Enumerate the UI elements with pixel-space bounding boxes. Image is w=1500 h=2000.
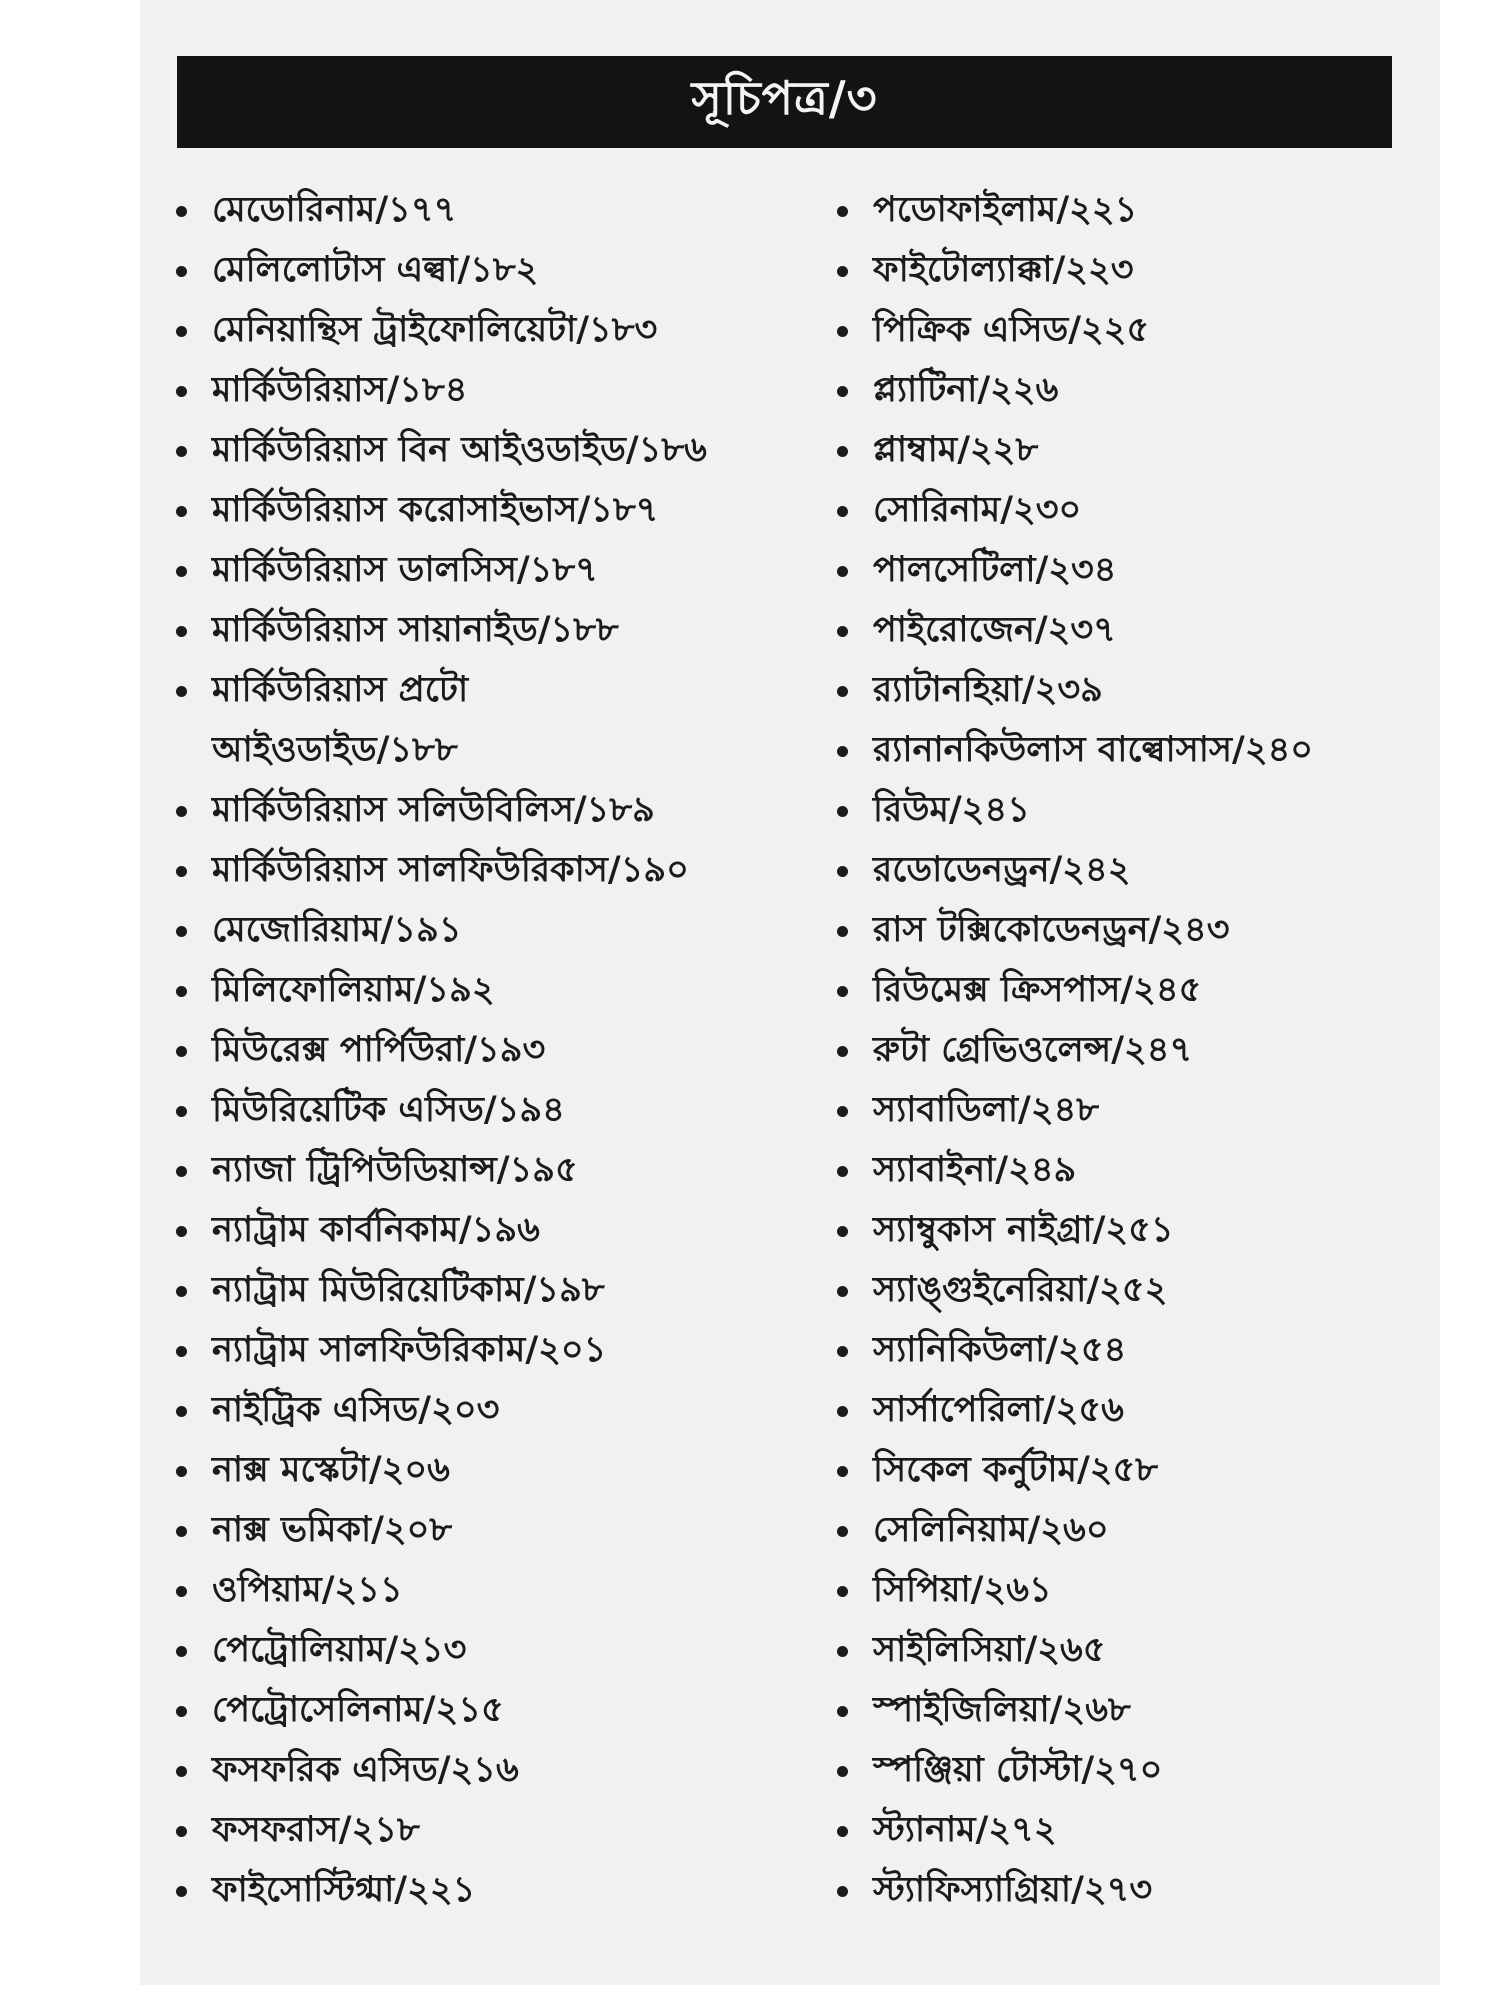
index-entry-text: ওপিয়াম/২১১ bbox=[212, 1570, 403, 1610]
index-entry-text: রিউমেক্স ক্রিসপাস/২৪৫ bbox=[873, 970, 1202, 1010]
bullet-icon bbox=[837, 686, 848, 697]
index-entry bbox=[833, 1320, 1433, 1380]
bullet-icon bbox=[837, 746, 848, 757]
bullet-icon bbox=[837, 1826, 848, 1837]
index-entry-text: ন্যাট্রাম সালফিউরিকাম/২০১ bbox=[212, 1330, 607, 1370]
index-entry-text: পালসেটিলা/২৩৪ bbox=[873, 550, 1117, 590]
index-entry-continuation: আইওডাইড/১৮৮ bbox=[212, 730, 458, 770]
index-entry-text: নাক্স ভমিকা/২০৮ bbox=[212, 1510, 453, 1550]
bullet-icon bbox=[837, 386, 848, 397]
bullet-icon bbox=[176, 1706, 187, 1717]
bullet-icon bbox=[176, 1586, 187, 1597]
index-entry-text: মার্কিউরিয়াস বিন আইওডাইড/১৮৬ bbox=[212, 430, 707, 470]
index-entry bbox=[172, 240, 812, 300]
index-entry bbox=[172, 1020, 812, 1080]
index-entry-text: পডোফাইলাম/২২১ bbox=[873, 190, 1138, 230]
index-entry bbox=[172, 1380, 812, 1440]
index-entry-text: রডোডেনড্রন/২৪২ bbox=[873, 850, 1131, 890]
index-entry bbox=[833, 360, 1433, 420]
index-entry-text: ফসফরাস/২১৮ bbox=[212, 1810, 420, 1850]
index-entry bbox=[833, 1500, 1433, 1560]
bullet-icon bbox=[837, 626, 848, 637]
index-entry-text: মিউরিয়েটিক এসিড/১৯৪ bbox=[212, 1090, 565, 1130]
index-entry-text: ফাইসোস্টিগ্মা/২২১ bbox=[212, 1870, 476, 1910]
index-entry-text: মেনিয়ান্থিস ট্রাইফোলিয়েটা/১৮৩ bbox=[212, 310, 658, 350]
index-entry-text: স্যাম্বুকাস নাইগ্রা/২৫১ bbox=[873, 1210, 1174, 1250]
index-entry bbox=[833, 600, 1433, 660]
index-entry-text: নাইট্রিক এসিড/২০৩ bbox=[212, 1390, 500, 1430]
index-entry bbox=[833, 900, 1433, 960]
bullet-icon bbox=[837, 1406, 848, 1417]
bullet-icon bbox=[176, 926, 187, 937]
bullet-icon bbox=[176, 1286, 187, 1297]
bullet-icon bbox=[176, 1646, 187, 1657]
index-entry-text: পাইরোজেন/২৩৭ bbox=[873, 610, 1116, 650]
bullet-icon bbox=[176, 446, 187, 457]
index-entry-text: মার্কিউরিয়াস ডালসিস/১৮৭ bbox=[212, 550, 598, 590]
index-entry bbox=[172, 480, 812, 540]
index-entry bbox=[172, 1860, 812, 1920]
index-entry-text: মার্কিউরিয়াস/১৮৪ bbox=[212, 370, 468, 410]
index-entry bbox=[833, 540, 1433, 600]
index-entry-text: প্ল্যাটিনা/২২৬ bbox=[873, 370, 1059, 410]
bullet-icon bbox=[176, 1466, 187, 1477]
bullet-icon bbox=[176, 386, 187, 397]
index-entry bbox=[172, 1200, 812, 1260]
bullet-icon bbox=[837, 326, 848, 337]
index-entry-text: রিউম/২৪১ bbox=[873, 790, 1030, 830]
index-entry bbox=[833, 480, 1433, 540]
index-entry-text: সাইলিসিয়া/২৬৫ bbox=[873, 1630, 1106, 1670]
index-entry bbox=[172, 1080, 812, 1140]
bullet-icon bbox=[176, 1346, 187, 1357]
index-entry bbox=[172, 300, 812, 360]
bullet-icon bbox=[837, 806, 848, 817]
index-entry-text: মার্কিউরিয়াস করোসাইভাস/১৮৭ bbox=[212, 490, 659, 530]
index-entry bbox=[172, 1560, 812, 1620]
title-bar bbox=[177, 56, 1392, 148]
index-entry bbox=[833, 720, 1433, 780]
index-entry bbox=[172, 360, 812, 420]
bullet-icon bbox=[837, 1886, 848, 1897]
index-entry-text: স্ট্যাফিস্যাগ্রিয়া/২৭৩ bbox=[873, 1870, 1153, 1910]
index-entry bbox=[833, 420, 1433, 480]
index-entry bbox=[833, 1860, 1433, 1920]
index-entry bbox=[172, 1620, 812, 1680]
index-entry-text: স্যানিকিউলা/২৫৪ bbox=[873, 1330, 1127, 1370]
index-entry-text: ন্যাজা ট্রিপিউডিয়ান্স/১৯৫ bbox=[212, 1150, 578, 1190]
index-entry-text: স্পঞ্জিয়া টোস্টা/২৭০ bbox=[873, 1750, 1163, 1790]
bullet-icon bbox=[176, 686, 187, 697]
index-entry bbox=[172, 600, 812, 660]
bullet-icon bbox=[176, 1826, 187, 1837]
index-entry-text: মার্কিউরিয়াস প্রটো bbox=[212, 670, 469, 710]
bullet-icon bbox=[837, 1646, 848, 1657]
bullet-icon bbox=[837, 1586, 848, 1597]
index-entry-text: ন্যাট্রাম মিউরিয়েটিকাম/১৯৮ bbox=[212, 1270, 605, 1310]
index-entry-text: স্পাইজিলিয়া/২৬৮ bbox=[873, 1690, 1131, 1730]
index-entry bbox=[172, 1320, 812, 1380]
index-entry bbox=[172, 1500, 812, 1560]
index-entry-text: সার্সাপেরিলা/২৫৬ bbox=[873, 1390, 1124, 1430]
bullet-icon bbox=[176, 1226, 187, 1237]
index-entry-text: সেলিনিয়াম/২৬০ bbox=[873, 1510, 1109, 1550]
index-entry-text: মার্কিউরিয়াস সলিউবিলিস/১৮৯ bbox=[212, 790, 655, 830]
index-entry-text: সিপিয়া/২৬১ bbox=[873, 1570, 1052, 1610]
bullet-icon bbox=[176, 986, 187, 997]
bullet-icon bbox=[176, 506, 187, 517]
index-entry bbox=[172, 1440, 812, 1500]
index-entry bbox=[833, 1380, 1433, 1440]
index-entry-text: পেট্রোসেলিনাম/২১৫ bbox=[212, 1690, 504, 1730]
index-entry-text: পেট্রোলিয়াম/২১৩ bbox=[212, 1630, 467, 1670]
index-entry-text: প্লাম্বাম/২২৮ bbox=[873, 430, 1039, 470]
index-entry-text: মেলিলোটাস এল্বা/১৮২ bbox=[212, 250, 539, 290]
index-entry-text: র‍্যানানকিউলাস বাল্বোসাস/২৪০ bbox=[873, 730, 1314, 770]
index-entry-text: র‍্যাটানহিয়া/২৩৯ bbox=[873, 670, 1103, 710]
bullet-icon bbox=[837, 506, 848, 517]
index-entry bbox=[833, 1560, 1433, 1620]
bullet-icon bbox=[837, 1526, 848, 1537]
index-entry bbox=[833, 1200, 1433, 1260]
index-entry-text: সিকেল কর্নুটাম/২৫৮ bbox=[873, 1450, 1158, 1490]
index-entry bbox=[833, 1440, 1433, 1500]
index-entry bbox=[172, 960, 812, 1020]
bullet-icon bbox=[176, 1046, 187, 1057]
index-entry bbox=[833, 1740, 1433, 1800]
index-entry-text: স্ট্যানাম/২৭২ bbox=[873, 1810, 1057, 1850]
bullet-icon bbox=[176, 1406, 187, 1417]
bullet-icon bbox=[837, 1286, 848, 1297]
index-entry bbox=[833, 1260, 1433, 1320]
index-entry-text: স্যাবাডিলা/২৪৮ bbox=[873, 1090, 1100, 1130]
index-entry bbox=[172, 660, 812, 780]
index-entry-text: স্যাঙ্গুইনেরিয়া/২৫২ bbox=[873, 1270, 1168, 1310]
index-entry bbox=[833, 1800, 1433, 1860]
bullet-icon bbox=[837, 206, 848, 217]
bullet-icon bbox=[837, 1466, 848, 1477]
index-entry-text: মিউরেক্স পার্পিউরা/১৯৩ bbox=[212, 1030, 546, 1070]
index-entry bbox=[833, 300, 1433, 360]
index-entry-text: রাস টক্সিকোডেনড্রন/২৪৩ bbox=[873, 910, 1230, 950]
bullet-icon bbox=[176, 326, 187, 337]
index-entry bbox=[833, 780, 1433, 840]
bullet-icon bbox=[837, 446, 848, 457]
index-entry bbox=[833, 1140, 1433, 1200]
index-entry-text: ন্যাট্রাম কার্বনিকাম/১৯৬ bbox=[212, 1210, 540, 1250]
bullet-icon bbox=[176, 1766, 187, 1777]
right-index-column bbox=[833, 180, 1433, 1920]
index-entry bbox=[172, 540, 812, 600]
index-entry bbox=[833, 960, 1433, 1020]
index-entry bbox=[172, 840, 812, 900]
bullet-icon bbox=[176, 806, 187, 817]
bullet-icon bbox=[837, 1346, 848, 1357]
index-entry bbox=[833, 1680, 1433, 1740]
index-entry-text: মার্কিউরিয়াস সায়ানাইড/১৮৮ bbox=[212, 610, 619, 650]
index-entry-text: ফসফরিক এসিড/২১৬ bbox=[212, 1750, 519, 1790]
bullet-icon bbox=[176, 1106, 187, 1117]
bullet-icon bbox=[837, 266, 848, 277]
index-entry-text: মেজোরিয়াম/১৯১ bbox=[212, 910, 462, 950]
index-entry bbox=[172, 1800, 812, 1860]
index-entry-text: পিক্রিক এসিড/২২৫ bbox=[873, 310, 1150, 350]
index-entry bbox=[833, 1080, 1433, 1140]
index-entry-text: স্যাবাইনা/২৪৯ bbox=[873, 1150, 1077, 1190]
index-entry bbox=[833, 1620, 1433, 1680]
index-entry-text: সোরিনাম/২৩০ bbox=[873, 490, 1082, 530]
index-entry-text: মার্কিউরিয়াস সালফিউরিকাস/১৯০ bbox=[212, 850, 689, 890]
bullet-icon bbox=[176, 266, 187, 277]
bullet-icon bbox=[176, 566, 187, 577]
index-entry bbox=[172, 1140, 812, 1200]
index-entry bbox=[172, 420, 812, 480]
index-entry-text: ফাইটোল্যাক্কা/২২৩ bbox=[873, 250, 1134, 290]
index-entry bbox=[172, 180, 812, 240]
index-entry bbox=[172, 1740, 812, 1800]
bullet-icon bbox=[176, 626, 187, 637]
bullet-icon bbox=[837, 866, 848, 877]
bullet-icon bbox=[837, 1226, 848, 1237]
bullet-icon bbox=[176, 1166, 187, 1177]
index-entry bbox=[172, 1260, 812, 1320]
index-entry bbox=[833, 180, 1433, 240]
index-entry-text: মেডোরিনাম/১৭৭ bbox=[212, 190, 457, 230]
bullet-icon bbox=[837, 1166, 848, 1177]
index-entry-text: মিলিফোলিয়াম/১৯২ bbox=[212, 970, 495, 1010]
index-entry bbox=[172, 780, 812, 840]
page-title: সূচিপত্র/৩ bbox=[691, 71, 878, 125]
index-entry bbox=[833, 240, 1433, 300]
bullet-icon bbox=[837, 926, 848, 937]
index-entry-text: রুটা গ্রেভিওলেন্স/২৪৭ bbox=[873, 1030, 1193, 1070]
bullet-icon bbox=[837, 1706, 848, 1717]
index-entry bbox=[833, 660, 1433, 720]
bullet-icon bbox=[837, 566, 848, 577]
index-entry bbox=[172, 1680, 812, 1740]
bullet-icon bbox=[837, 1106, 848, 1117]
bullet-icon bbox=[837, 1046, 848, 1057]
bullet-icon bbox=[176, 1886, 187, 1897]
bullet-icon bbox=[176, 1526, 187, 1537]
index-entry bbox=[833, 840, 1433, 900]
bullet-icon bbox=[837, 1766, 848, 1777]
bullet-icon bbox=[176, 866, 187, 877]
index-entry-text: নাক্স মস্কেটা/২০৬ bbox=[212, 1450, 450, 1490]
bullet-icon bbox=[837, 986, 848, 997]
bullet-icon bbox=[176, 206, 187, 217]
index-entry bbox=[172, 900, 812, 960]
index-entry bbox=[833, 1020, 1433, 1080]
left-index-column bbox=[172, 180, 812, 1920]
